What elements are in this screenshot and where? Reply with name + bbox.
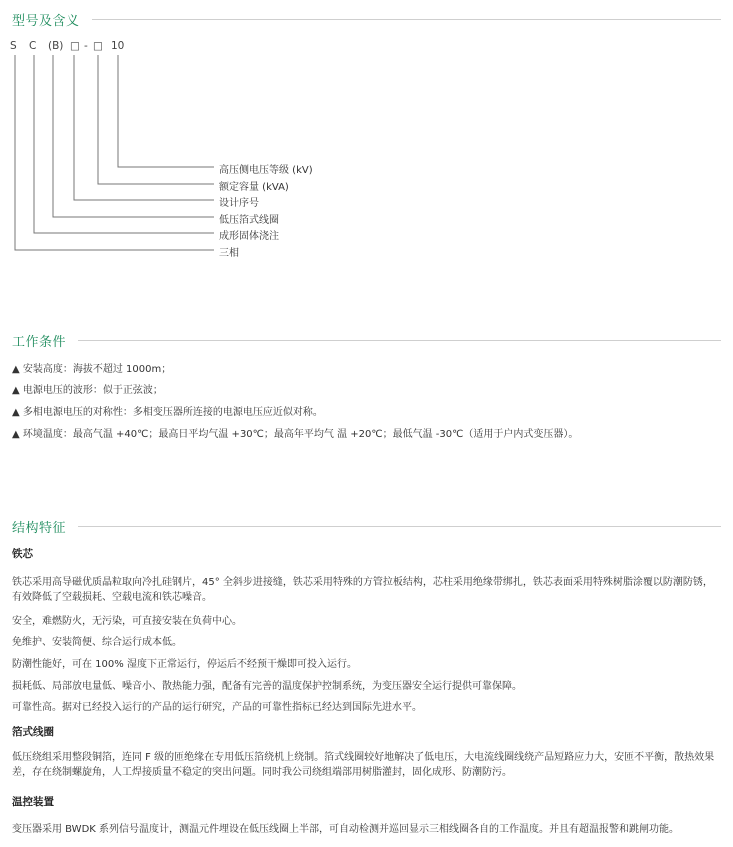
paragraph-core: 可靠性高。据对已经投入运行的产品的运行研究，产品的可靠性指标已经达到国际先进水平。	[12, 702, 422, 713]
paragraph-coil: 低压绕组采用整段铜箔，连同 F 级的匝绝缘在专用低压箔绕机上绕制。箔式线圈较好地解决了低电压，大电流线圈线绕产品短路应力大，安匝不平衡，散热效果差，存在绕制螺旋角，人工焊接质量不稳定的突出问题。同时我公司绕组端部用树脂灌封，固化成形、防潮防污。	[12, 752, 715, 778]
subhead-core: 铁芯	[12, 548, 33, 560]
code-b: (B)	[48, 40, 64, 52]
leader-c	[34, 55, 214, 233]
code-s: S	[10, 40, 17, 52]
leader-box2	[98, 55, 214, 184]
paragraph-core: 安全，难燃防火，无污染，可直接安装在负荷中心。	[12, 616, 242, 627]
section-rule	[78, 526, 721, 527]
paragraph-core: 免维护、安装简便、综合运行成本低。	[12, 637, 182, 648]
section-header-conditions	[12, 331, 721, 349]
code-box1: □	[70, 40, 80, 52]
paragraph-temp-control: 变压器采用 BWDK 系列信号温度计，测温元件埋设在低压线圈上半部，可自动检测并巡回显示三相线圈各自的工作温度。并且有超温报警和跳闸功能。	[12, 824, 680, 835]
section-title-conditions: 工作条件	[12, 334, 67, 350]
section-title-model: 型号及含义	[12, 13, 80, 29]
model-label-cast: 成形固体浇注	[219, 231, 279, 242]
section-title-structure: 结构特征	[12, 520, 67, 536]
condition-item: ▲ 多相电源电压的对称性：多相变压器所连接的电源电压应近似对称。	[12, 407, 323, 418]
paragraph-core: 损耗低、局部放电量低、噪音小、散热能力强，配备有完善的温度保护控制系统，为变压器安全运行提供可靠保障。	[12, 681, 522, 692]
condition-item: ▲ 环境温度：最高气温 +40℃；最高日平均气温 +30℃；最高年平均气 温 +20℃；最低气温 -30℃（适用于户内式变压器）。	[12, 429, 579, 440]
paragraph-core: 防潮性能好，可在 100% 湿度下正常运行，停运后不经预干燥即可投入运行。	[12, 659, 357, 670]
subhead-temp-control: 温控装置	[12, 796, 54, 808]
code-dash: -	[84, 40, 88, 52]
leader-b	[53, 55, 214, 217]
section-rule	[92, 19, 721, 20]
model-label-voltage: 高压侧电压等级 (kV)	[219, 165, 313, 176]
section-header-model	[12, 10, 721, 28]
code-box2: □	[93, 40, 103, 52]
model-label-capacity: 额定容量 (kVA)	[219, 182, 289, 193]
section-header-structure	[12, 517, 721, 535]
leader-box1	[74, 55, 214, 200]
code-c: C	[29, 40, 37, 52]
model-label-design-no: 设计序号	[219, 198, 259, 209]
section-rule	[78, 340, 721, 341]
code-ten: 10	[111, 40, 125, 52]
leader-s	[15, 55, 214, 250]
model-label-three-phase: 三相	[219, 248, 239, 259]
paragraph-core: 铁芯采用高导磁优质晶粒取向冷扎硅钢片，45° 全斜步进接缝，铁芯采用特殊的方管拉板结构，芯柱采用绝缘带绑扎，铁芯表面采用特殊树脂涂覆以防潮防锈，有效降低了空载损耗、空载电流和铁芯噪音。	[12, 577, 713, 603]
model-label-foil-coil: 低压箔式线圈	[219, 215, 279, 226]
condition-item: ▲ 安装高度：海拔不超过 1000m；	[12, 364, 172, 375]
subhead-coil: 箔式线圈	[12, 726, 54, 738]
leader-ten	[118, 55, 214, 167]
condition-item: ▲ 电源电压的波形：似于正弦波；	[12, 385, 163, 396]
